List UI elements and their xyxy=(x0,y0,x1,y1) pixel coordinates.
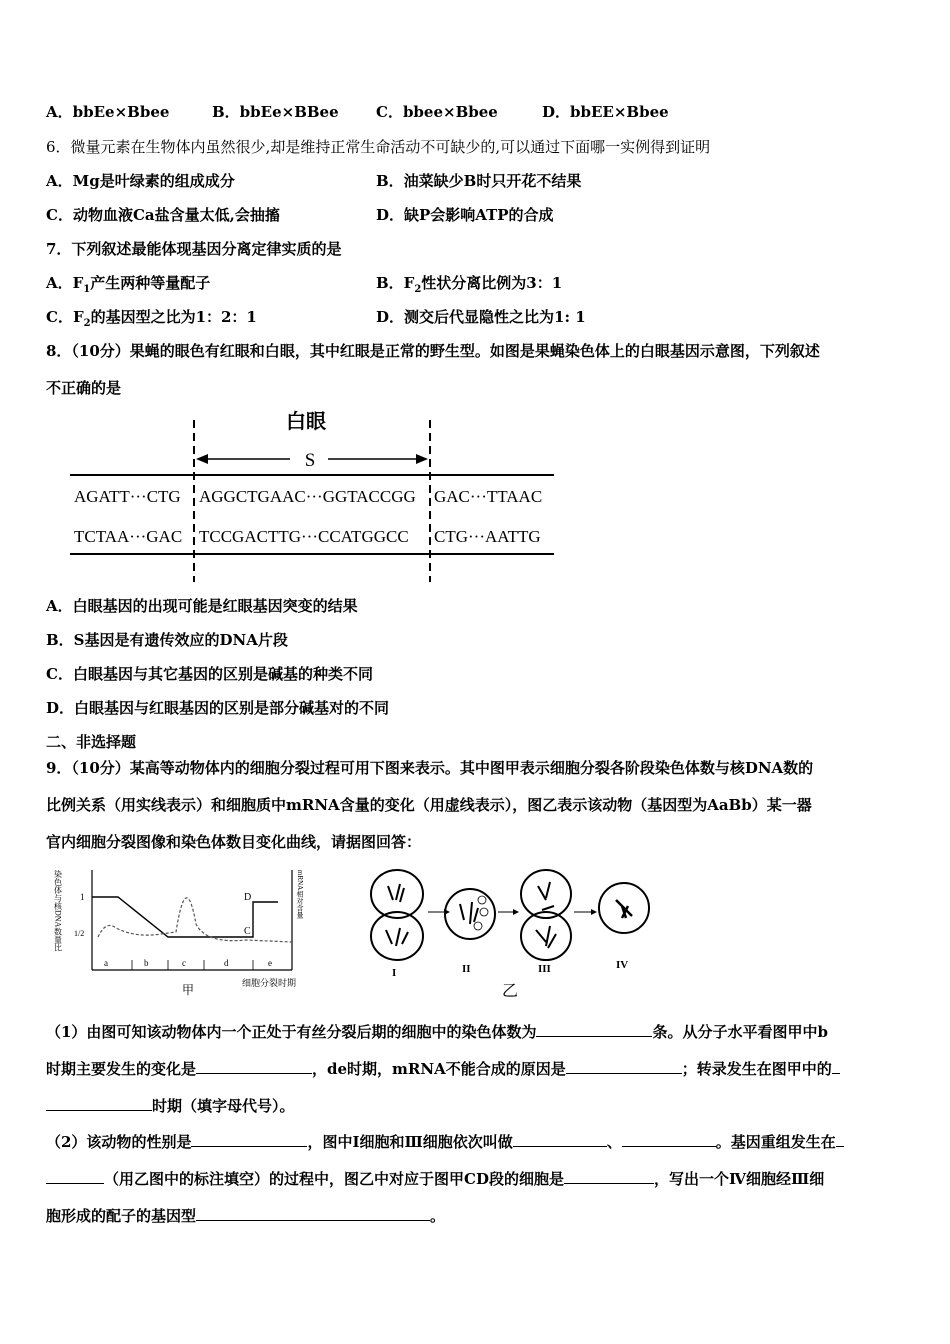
strand-top-right: GAC···TTAAC xyxy=(434,487,543,506)
q5-option-c: C．bbee×Bbee xyxy=(376,103,498,121)
q5-option-a: A．bbEe×Bbee xyxy=(46,103,170,121)
q9-part1-line2: 时期主要发生的变化是 ，de时期，mRNA不能合成的原因是 ；转录发生在图甲中的 xyxy=(46,1059,840,1079)
answer-blank[interactable] xyxy=(832,1059,840,1074)
strand-bot-left: TCTAA···GAC xyxy=(74,527,183,546)
point-d: D xyxy=(244,892,252,903)
phase-c: c xyxy=(182,958,186,968)
q6-option-b: B．油菜缺少B时只开花不结果 xyxy=(376,172,582,190)
q9-part2-line1: （2）该动物的性别是 ，图中Ⅰ细胞和Ⅲ细胞依次叫做 、 。基因重组发生在 xyxy=(46,1132,844,1152)
cell-label-1: I xyxy=(392,967,397,979)
phase-a: a xyxy=(104,958,108,968)
q6-stem: 6．微量元素在生物体内虽然很少,却是维持正常生命活动不可缺少的,可以通过下面哪一实例得到证明 xyxy=(46,138,711,156)
segment-label-s: S xyxy=(304,450,316,471)
q8-stem-line1: 8．（10分）果蝇的眼色有红眼和白眼，其中红眼是正常的野生型。如图是果蝇染色体上的白眼基因示意图，下列叙述 xyxy=(46,342,820,360)
q8-stem-line2: 不正确的是 xyxy=(46,379,122,397)
answer-blank[interactable] xyxy=(46,1096,152,1111)
strand-bot-right: CTG···AATTG xyxy=(434,527,541,546)
q7-option-c: C．$F_2$的基因型之比为1：2：1 xyxy=(46,308,257,329)
q9-part1-line1: （1）由图可知该动物体内一个正处于有丝分裂后期的细胞中的染色体数为 条。从分子水平看图甲中b xyxy=(46,1023,828,1041)
q7-option-b: B．$F_2$性状分离比例为3：1 xyxy=(376,274,563,295)
fig-jia-right-label: mRNA相对含量 xyxy=(296,870,304,919)
q8-option-b: B．S基因是有遗传效应的DNA片段 xyxy=(46,631,288,649)
answer-blank[interactable] xyxy=(46,1169,104,1184)
cell-label-3: III xyxy=(538,963,551,975)
fig-yi-caption: 乙 xyxy=(502,983,519,1000)
phase-b: b xyxy=(144,958,149,968)
answer-blank[interactable] xyxy=(536,1022,652,1037)
q5-option-d: D．bbEE×Bbee xyxy=(542,103,669,121)
q8-option-a: A．白眼基因的出现可能是红眼基因突变的结果 xyxy=(46,597,358,615)
fig-jia-xlabel: 细胞分裂时期 xyxy=(242,978,297,988)
figure-jia-chart xyxy=(46,862,312,996)
q6-option-c: C．动物血液Ca盐含量太低,会抽搐 xyxy=(46,206,280,224)
answer-blank[interactable] xyxy=(196,1059,312,1074)
figure-yi-cells xyxy=(360,864,660,1000)
y-tick-half: 1/2 xyxy=(74,929,85,938)
phase-d: d xyxy=(224,958,229,968)
q6-option-d: D．缺P会影响ATP的合成 xyxy=(376,206,554,224)
answer-blank[interactable] xyxy=(622,1132,716,1147)
answer-blank[interactable] xyxy=(191,1132,307,1147)
cell-label-4: IV xyxy=(616,959,629,971)
y-tick-1: 1 xyxy=(80,892,85,902)
q7-option-a: A．$F_1$产生两种等量配子 xyxy=(46,274,211,295)
q9-stem-line2: 比例关系（用实线表示）和细胞质中mRNA含量的变化（用虚线表示），图乙表示该动物（基因型为AaBb）某一器 xyxy=(46,796,812,814)
q9-part2-line3: 胞形成的配子的基因型 。 xyxy=(46,1207,446,1225)
answer-blank[interactable] xyxy=(513,1132,607,1147)
white-eye-gene-figure xyxy=(66,404,560,584)
q7-option-d: D．测交后代显隐性之比为1: 1 xyxy=(376,308,586,326)
strand-top-left: AGATT···CTG xyxy=(74,487,181,506)
section-heading: 二、非选择题 xyxy=(46,733,137,751)
q9-stem-line3: 官内细胞分裂图像和染色体数目变化曲线，请据图回答： xyxy=(46,833,422,851)
q9-part2-line2: （用乙图中的标注填空）的过程中，图乙中对应于图甲CD段的细胞是 ，写出一个Ⅳ细胞经Ⅲ细 xyxy=(46,1169,824,1189)
q6-option-a: A．Mg是叶绿素的组成成分 xyxy=(46,172,235,190)
q9-part1-line3: 时期（填字母代号）。 xyxy=(46,1096,295,1116)
q8-option-c: C．白眼基因与其它基因的区别是碱基的种类不同 xyxy=(46,665,373,683)
answer-blank[interactable] xyxy=(836,1132,844,1147)
answer-blank[interactable] xyxy=(564,1169,654,1184)
fig-jia-ylabel: 染色体与核DNA数量比 xyxy=(53,870,63,952)
q8-option-d: D．白眼基因与红眼基因的区别是部分碱基对的不同 xyxy=(46,699,390,717)
answer-blank[interactable] xyxy=(566,1059,682,1074)
q5-option-b: B．bbEe×BBee xyxy=(212,103,339,121)
strand-bot-mid: TCCGACTTG···CCATGGCC xyxy=(199,527,409,546)
cell-label-2: II xyxy=(462,963,471,975)
answer-blank[interactable] xyxy=(196,1206,430,1221)
q7-stem: 7．下列叙述最能体现基因分离定律实质的是 xyxy=(46,240,342,258)
fig-jia-caption: 甲 xyxy=(182,983,195,996)
strand-top-mid: AGGCTGAAC···GGTACCGG xyxy=(199,487,416,506)
q9-stem-line1: 9．（10分）某高等动物体内的细胞分裂过程可用下图来表示。其中图甲表示细胞分裂各阶段染色体数与核DNA数的 xyxy=(46,759,814,777)
point-c: C xyxy=(244,926,251,937)
figure-title: 白眼 xyxy=(286,411,326,433)
phase-e: e xyxy=(268,958,272,968)
